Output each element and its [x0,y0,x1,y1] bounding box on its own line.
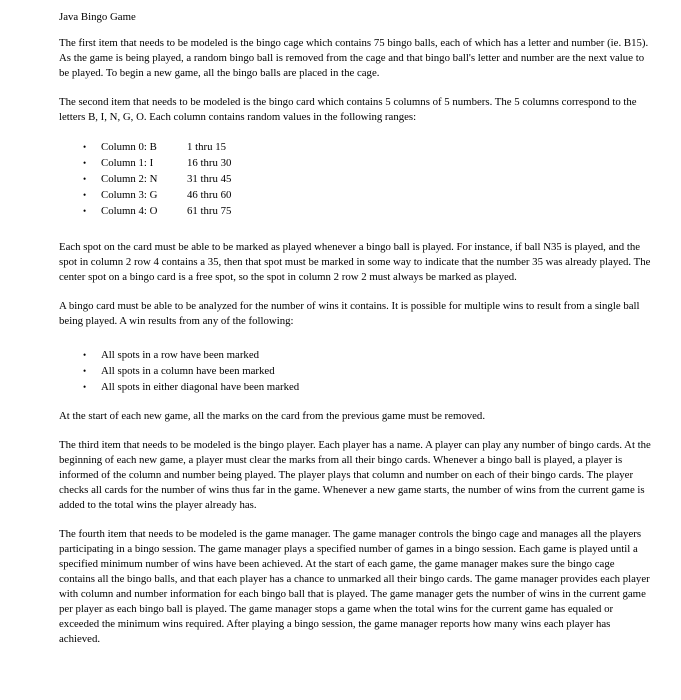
column-name: Column 3: G [101,189,158,201]
column-name: Column 0: B [101,141,157,153]
bullet-icon: • [83,206,87,216]
win-conditions-list [59,347,651,395]
bullet-icon: • [83,158,87,168]
paragraph-game-manager: The fourth item that needs to be modeled is the game manager. The game manager controls the bingo cage and manages all the players participating in a bingo session. The game manager plays a specified number of games in a bingo session. Each game is played until a specified minimum number of wins have been achieved. At the start of each game, the game manager makes sure the bingo cage contains all the bingo balls, and that each player has a chance to unmarked all their bingo cards. The game manager provides each player with column and number information for each bingo ball that is played. The game manager gets the number of wins in the current game per player as each bingo ball is played. The game manager stops a game when the total wins for the current game has equaled or exceeded the minimum wins required. After playing a bingo session, the game manager reports how many wins each player has achieved. [59,528,650,645]
list-item [83,171,651,187]
win-condition: All spots in a column have been marked [101,365,275,377]
column-ranges-list [59,139,651,219]
column-name: Column 4: O [101,205,158,217]
list-item [83,347,651,363]
list-item [83,155,651,171]
column-range: 31 thru 45 [187,173,232,185]
column-range: 16 thru 30 [187,157,232,169]
column-range: 1 thru 15 [187,141,226,153]
bullet-icon: • [83,174,87,184]
document-title: Java Bingo Game [59,11,136,23]
bullet-icon: • [83,350,87,360]
list-item [83,363,651,379]
win-condition: All spots in either diagonal have been marked [101,381,300,393]
column-range: 46 thru 60 [187,189,232,201]
column-name: Column 1: I [101,157,154,169]
paragraph-marking: Each spot on the card must be able to be marked as played whenever a bingo ball is played. For instance, if ball N35 is played, and the spot in column 2 row 4 contains a 35, then that spot must be marked in some way to indicate that the number 35 was already played. The center spot on a bingo card is a free spot, so the spot in column 2 row 2 must always be marked as played. [59,241,651,283]
win-condition: All spots in a row have been marked [101,349,260,361]
list-item [83,379,651,395]
bullet-icon: • [83,366,87,376]
paragraph-bingo-card: The second item that needs to be modeled is the bingo card which contains 5 columns of 5 numbers. The 5 columns correspond to the letters B, I, N, G, O. Each column contains random values in the following ranges: [59,96,637,123]
bullet-icon: • [83,142,87,152]
paragraph-bingo-player: The third item that needs to be modeled is the bingo player. Each player has a name. A player can play any number of bingo cards. At the beginning of each new game, a player must clear the marks from all their bingo cards. Whenever a bingo ball is played, a player is informed of the column and number being played. The player plays that column and number on each of their bingo cards. The player checks all cards for the number of wins thus far in the game. Whenever a new game starts, the number of wins from the current game is added to the total wins the player already has. [59,439,651,511]
list-item [83,187,651,203]
column-name: Column 2: N [101,173,158,185]
list-item [83,139,651,155]
column-range: 61 thru 75 [187,205,232,217]
paragraph-reset: At the start of each new game, all the marks on the card from the previous game must be removed. [59,410,486,422]
paragraph-bingo-cage: The first item that needs to be modeled is the bingo cage which contains 75 bingo balls, each of which has a letter and number (ie. B15). As the game is being played, a random bingo ball is removed from the cage and that bingo ball's letter and number are the next value to be played. To begin a new game, all the bingo balls are placed in the cage. [59,37,649,79]
list-item [83,203,651,219]
bullet-icon: • [83,382,87,392]
paragraph-wins: A bingo card must be able to be analyzed for the number of wins it contains. It is possible for multiple wins to result from a single ball being played. A win results from any of the following: [59,300,640,327]
bullet-icon: • [83,190,87,200]
